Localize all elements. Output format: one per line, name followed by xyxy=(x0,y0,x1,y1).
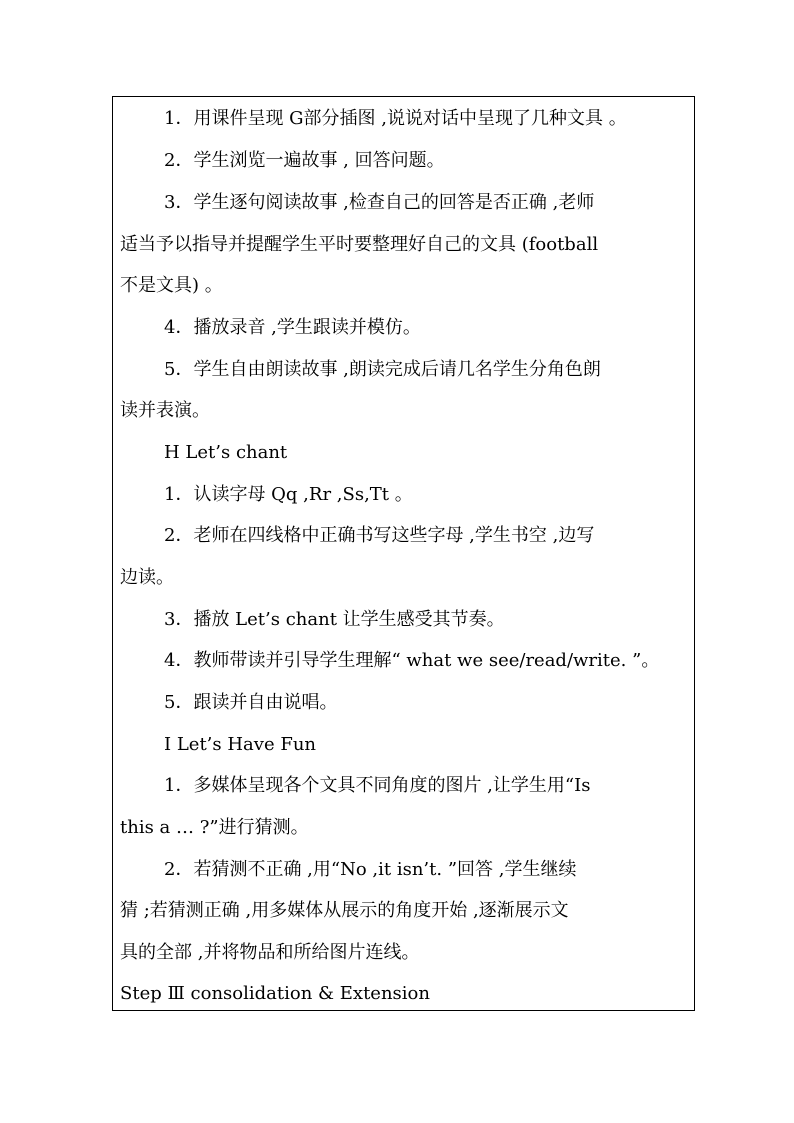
text-line: 1．认读字母 Qq ,Rr ,Ss,Tt 。 xyxy=(164,484,413,505)
text-line: 适当予以指导并提醒学生平时要整理好自己的文具 (football xyxy=(120,234,599,255)
text-line: 具的全部 ,并将物品和所给图片连线。 xyxy=(120,942,420,963)
text-line: 边读。 xyxy=(120,567,174,588)
text-line: 1．多媒体呈现各个文具不同角度的图片 ,让学生用“Is xyxy=(164,775,591,796)
text-line: 2．学生浏览一遍故事 , 回答问题。 xyxy=(164,150,445,171)
section-heading-i: I Let’s Have Fun xyxy=(164,734,316,755)
lesson-plan-table-cell xyxy=(112,96,695,1011)
text-line: 猜 ;若猜测正确 ,用多媒体从展示的角度开始 ,逐渐展示文 xyxy=(120,900,569,921)
text-line: this a … ?”进行猜测。 xyxy=(120,817,309,838)
text-line: 4．播放录音 ,学生跟读并模仿。 xyxy=(164,317,421,338)
text-line: 5．学生自由朗读故事 ,朗读完成后请几名学生分角色朗 xyxy=(164,359,601,380)
section-heading-h: H Let’s chant xyxy=(164,442,288,463)
step-heading: Step Ⅲ consolidation & Extension xyxy=(120,983,430,1004)
text-line: 不是文具) 。 xyxy=(120,275,223,296)
text-line: 读并表演。 xyxy=(120,400,210,421)
text-line: 3．学生逐句阅读故事 ,检查自己的回答是否正确 ,老师 xyxy=(164,192,595,213)
text-line: 2．若猜测不正确 ,用“No ,it isn’t. ”回答 ,学生继续 xyxy=(164,859,577,880)
text-line: 3．播放 Let’s chant 让学生感受其节奏。 xyxy=(164,609,505,630)
text-line: 4．教师带读并引导学生理解“ what we see/read/write. ”。 xyxy=(164,650,660,671)
text-line: 5．跟读并自由说唱。 xyxy=(164,692,338,713)
text-line: 2．老师在四线格中正确书写这些字母 ,学生书空 ,边写 xyxy=(164,525,595,546)
text-line: 1．用课件呈现 G部分插图 ,说说对话中呈现了几种文具 。 xyxy=(164,108,627,129)
